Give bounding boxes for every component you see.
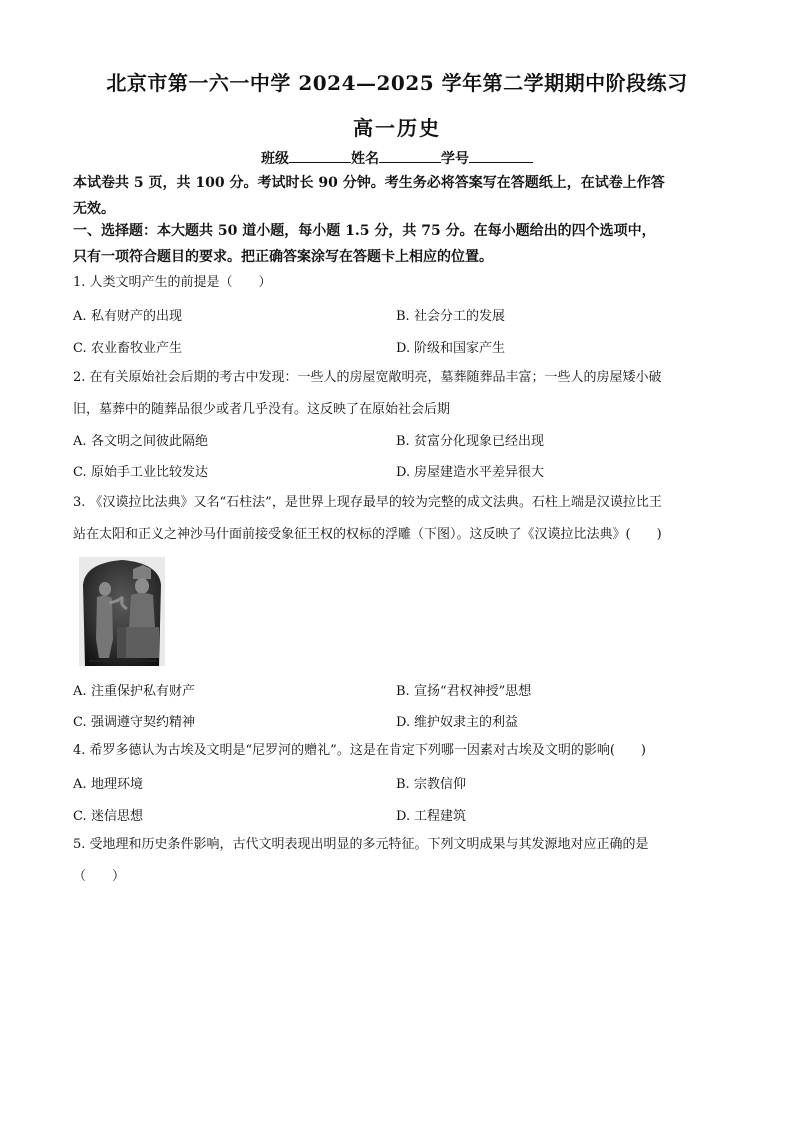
option-letter: D. <box>396 715 411 730</box>
option-text: 贫富分化现象已经出现 <box>414 434 545 449</box>
instructions-line-1: 本试卷共 5 页，共 100 分。考试时长 90 分钟。考生务必将答案写在答题纸上，在试卷上作答 <box>73 175 665 191</box>
question-5-line-1: 5. 受地理和历史条件影响，古代文明表现出明显的多元特征。下列文明成果与其发源地对应正确的是 <box>73 837 649 852</box>
question-4-option-d[interactable] <box>396 805 466 824</box>
option-text: 阶级和国家产生 <box>414 341 506 356</box>
question-3-line-1: 3. 《汉谟拉比法典》又名“石柱法”，是世界上现存最早的较为完整的成文法典。石柱上端是汉谟拉比王 <box>73 495 662 510</box>
section-one-line-2: 只有一项符合题目的要求。把正确答案涂写在答题卡上相应的位置。 <box>73 249 493 265</box>
question-1-stem <box>73 267 733 299</box>
option-text: 宣扬“君权神授”思想 <box>414 684 532 699</box>
section-one-heading <box>73 218 733 270</box>
option-letter: B. <box>396 777 410 792</box>
question-3-option-a[interactable] <box>73 680 195 699</box>
question-4-option-a[interactable] <box>73 773 143 792</box>
option-text: 农业畜牧业产生 <box>91 341 183 356</box>
option-letter: B. <box>396 684 410 699</box>
option-text: 社会分工的发展 <box>414 309 506 324</box>
question-2-line-1: 2. 在有关原始社会后期的考古中发现：一些人的房屋宽敞明亮，墓葬随葬品丰富；一些人的房屋矮小破 <box>73 370 662 385</box>
option-letter: A. <box>73 309 87 324</box>
exam-subtitle: 高一历史 <box>353 116 441 140</box>
name-blank[interactable] <box>379 148 441 163</box>
question-5-stem <box>73 829 733 893</box>
option-letter: D. <box>396 465 411 480</box>
question-1-option-b[interactable] <box>396 305 505 324</box>
exam-title: 北京市第一六一中学 2024—2025 学年第二学期期中阶段练习 <box>106 71 688 95</box>
question-3-option-d[interactable] <box>396 711 518 730</box>
option-text: 注重保护私有财产 <box>91 684 196 699</box>
question-5-line-2: （ ） <box>73 869 126 884</box>
option-text: 迷信思想 <box>91 809 144 824</box>
id-label: 学号 <box>441 151 469 167</box>
question-4-line-1: 4. 希罗多德认为古埃及文明是“尼罗河的赠礼”。这是在肯定下列哪一因素对古埃及文明的影响( ) <box>73 743 646 758</box>
option-text: 地理环境 <box>91 777 144 792</box>
question-1-option-a[interactable] <box>73 305 182 324</box>
question-2-option-a[interactable] <box>73 430 208 449</box>
hammurabi-stele-relief-image <box>79 557 165 666</box>
question-2-option-b[interactable] <box>396 430 544 449</box>
question-2-line-2: 旧，墓葬中的随葬品很少或者几乎没有。这反映了在原始社会后期 <box>73 402 451 417</box>
option-letter: D. <box>396 809 411 824</box>
option-text: 强调遵守契约精神 <box>91 715 196 730</box>
exam-instructions <box>73 170 733 222</box>
option-letter: A. <box>73 434 87 449</box>
question-2-option-c[interactable] <box>73 461 208 480</box>
class-label: 班级 <box>261 151 289 167</box>
id-blank[interactable] <box>469 148 533 163</box>
option-text: 维护奴隶主的利益 <box>414 715 519 730</box>
question-3-option-c[interactable] <box>73 711 195 730</box>
question-2-option-d[interactable] <box>396 461 544 480</box>
option-letter: C. <box>73 809 87 824</box>
instructions-line-2: 无效。 <box>73 201 115 217</box>
option-letter: A. <box>73 684 87 699</box>
name-label: 姓名 <box>351 151 379 167</box>
question-4-stem <box>73 735 733 767</box>
section-one-line-1: 一、选择题：本大题共 50 道小题，每小题 1.5 分，共 75 分。在每小题给出的四个选项中， <box>73 223 656 239</box>
option-text: 私有财产的出现 <box>91 309 183 324</box>
question-1-option-c[interactable] <box>73 337 182 356</box>
question-4-option-b[interactable] <box>396 773 466 792</box>
question-3-stem <box>73 487 733 551</box>
option-letter: A. <box>73 777 87 792</box>
option-letter: C. <box>73 341 87 356</box>
option-text: 工程建筑 <box>414 809 467 824</box>
option-letter: C. <box>73 715 87 730</box>
question-1-option-d[interactable] <box>396 337 505 356</box>
question-2-stem <box>73 362 733 426</box>
option-letter: C. <box>73 465 87 480</box>
option-text: 房屋建造水平差异很大 <box>414 465 545 480</box>
option-text: 各文明之间彼此隔绝 <box>91 434 209 449</box>
option-text: 宗教信仰 <box>414 777 467 792</box>
option-text: 原始手工业比较发达 <box>91 465 209 480</box>
class-blank[interactable] <box>289 148 351 163</box>
question-1-line-1: 1. 人类文明产生的前提是（ ） <box>73 275 272 290</box>
question-3-line-2: 站在太阳和正义之神沙马什面前接受象征王权的权标的浮雕（下图）。这反映了《汉谟拉比法典》( ) <box>73 527 662 542</box>
student-info-line <box>0 148 794 168</box>
option-letter: B. <box>396 309 410 324</box>
question-3-option-b[interactable] <box>396 680 531 699</box>
question-4-option-c[interactable] <box>73 805 143 824</box>
option-letter: D. <box>396 341 411 356</box>
option-letter: B. <box>396 434 410 449</box>
